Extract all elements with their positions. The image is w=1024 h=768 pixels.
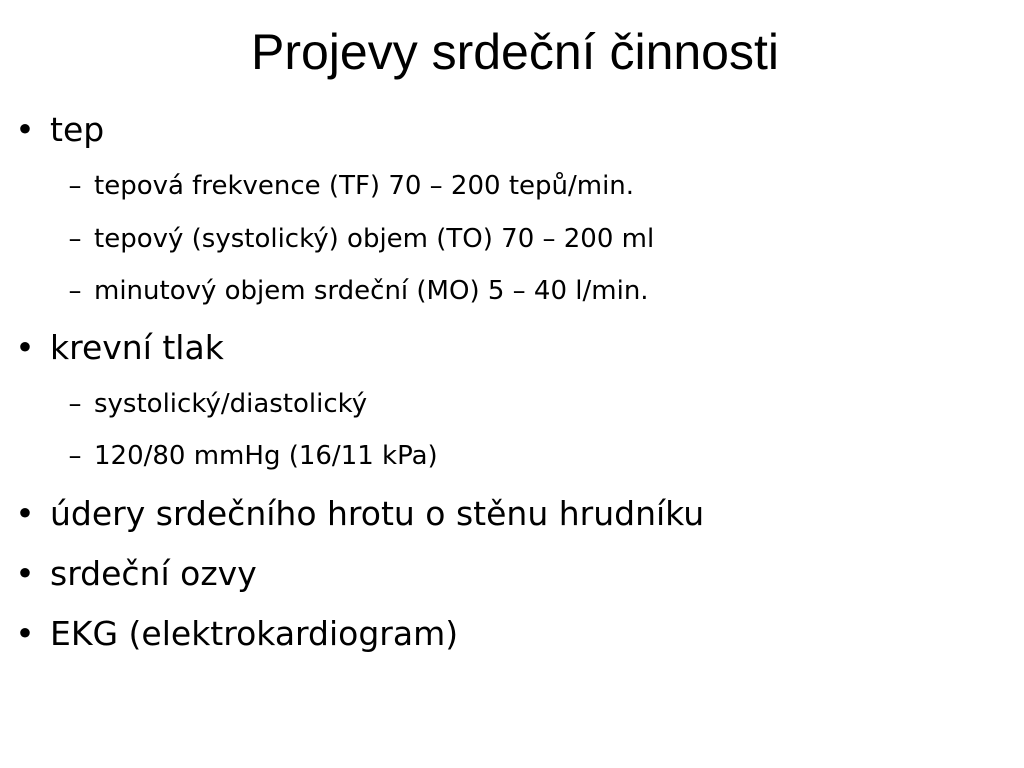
- bullet-text: srdeční ozvy: [50, 554, 257, 593]
- sub-bullet-marker: –: [68, 389, 82, 419]
- bullet-marker: •: [15, 328, 35, 367]
- bullet-text: údery srdečního hrotu o stěnu hrudníku: [50, 494, 705, 533]
- bullet-marker: •: [15, 614, 35, 653]
- sub-item-text: 120/80 mmHg (16/11 kPa): [94, 441, 438, 471]
- bullet-text: tep: [50, 110, 105, 149]
- sub-bullet-marker: –: [68, 171, 82, 201]
- sub-item-text: tepová frekvence (TF) 70 – 200 tepů/min.: [94, 171, 635, 201]
- sub-item-text: tepový (systolický) objem (TO) 70 – 200 ml: [94, 224, 655, 254]
- bullet-text: krevní tlak: [50, 328, 224, 367]
- bullet-marker: •: [15, 554, 35, 593]
- sub-bullet-marker: –: [68, 224, 82, 254]
- sub-item-text: minutový objem srdeční (MO) 5 – 40 l/min.: [94, 276, 649, 306]
- slide-title: Projevy srdeční činnosti: [250, 24, 779, 80]
- sub-bullet-marker: –: [68, 276, 82, 306]
- bullet-marker: •: [15, 110, 35, 149]
- sub-item-text: systolický/diastolický: [94, 389, 368, 419]
- bullet-text: EKG (elektrokardiogram): [50, 614, 459, 653]
- bullet-marker: •: [15, 494, 35, 533]
- sub-bullet-marker: –: [68, 441, 82, 471]
